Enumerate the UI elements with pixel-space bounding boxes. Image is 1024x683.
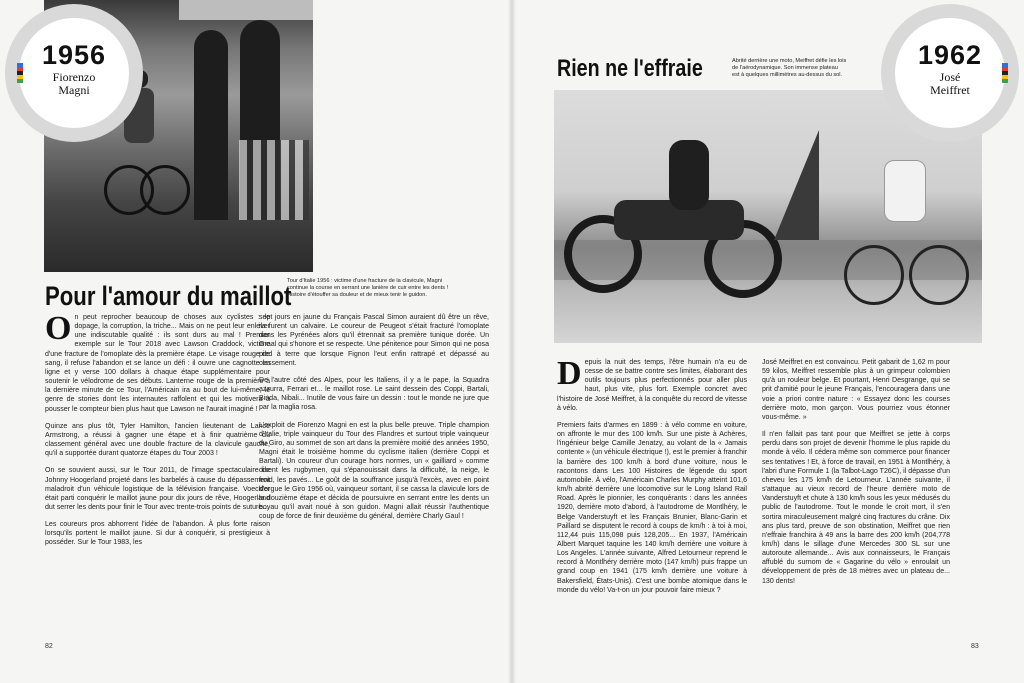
rainbow-stripe-icon [1002,63,1008,83]
spectators [239,140,309,220]
year-badge-1962 [895,18,1005,128]
badge-name-last: Meiffret [930,83,970,97]
year-badge-1956 [19,18,129,128]
badge-name-first: Fiorenzo [52,70,96,84]
page-number: 82 [45,643,53,650]
caption-line: continue la course en serrant une lanière de cuir entre les dents ! [287,285,449,291]
badge-name-last: Magni [58,83,90,97]
column-left-2 [259,313,489,529]
rainbow-stripe-icon [17,63,23,83]
photo-caption [732,58,902,79]
paragraph: L'exploit de Fiorenzo Magni en est la plus belle preuve. Triple champion d'Italie, triple vainqueur du Tour des Flandres et surtout triple vainqueur du Giro, au sommet de son art dans la première moitié des années 1950, Magni était le troisième homme du cyclisme italien (derrière Coppi et Bartali). Un coureur d'un courage hors normes, un « gailliard » comme disent les rugbymen, qui s'épanouissait dans la difficulté, la neige, le froid, les pavés... Le goût de la souffrance jusqu'à l'excès, avec en point d'orgue le Giro 1956 où, vainqueur sortant, il se cassa la clavicule lors de la douzième étape et décida de poursuivre en serrant entre les dents un boyau qu'il avait noué à son guidon. Magni allait réussir l'authentique coup de force de finir deuxième du général, derrière Charly Gaul ! [259,421,489,521]
paragraph: De l'autre côté des Alpes, pour les Italiens, il y a le pape, la Squadra azzurra, Ferrari et... le maillot rose. Le saint dessein des Coppi, Bartali, Binda, Nibali... Inutile de vous faire un dessin : tout le monde ne jure que par la maglia rosa. [259,376,489,412]
bicycle-wheel [909,245,969,305]
paragraph: Les coureurs pros abhorrent l'idée de l'abandon. À plus forte raison lorsqu'ils portent le maillot jaune. Si dur à conquérir, si prestigieux à posséder. Sur le Tour 1983, les [45,521,270,547]
paragraph-text: n peut reprocher beaucoup de choses aux cyclistes : le dopage, la corruption, la triche... Mais on ne peut leur enlever une indiscutable qualité : ils sont durs au mal ! Premier exemple sur le Tour 2018 avec Lawson Craddock, victime d'une fracture de l'omoplate dès la première étape. Le visage rouge de sang, il refuse l'abandon et se lance un défi : il ouvre une cagnotte en ligne et y verse 100 dollars à chaque étape supplémentaire pour soutenir le vélodrome de ses débuts. Lanterne rouge de la première à la dernière minute de ce Tour, l'Américain ira au bout de lui-même, le genre de stories dont les internautes raffolent et qui les motivera à pousser le compteur bien plus haut que Lawson ne l'aurait imaginé ! [45,314,270,413]
article-title: Rien ne l'effraie [557,55,703,82]
caption-line: de l'aérodynamique. Son immense plateau [732,65,838,71]
paragraph [45,310,270,414]
drop-cap: D [557,355,582,392]
caption-line: Histoire d'étouffer sa douleur et de mieux tenir le guidon. [287,292,427,298]
page-number: 83 [971,643,979,650]
bicycle-wheel [844,245,904,305]
column-left-1 [45,310,270,556]
paragraph [557,355,747,413]
badge-name-first: José [939,70,961,84]
paragraph: sept jours en jaune du Français Pascal Simon auraient dû être un rêve, ils furent un calvaire. Le coureur de Peugeot s'était fracturé l'omoplate dans les Pyrénées alors qu'il étrennait sa première tunique dorée. Un Graal qui s'honore et se respecte. Une pénitence pour Simon qui ne posa pied à terre que lorsque Fignon l'eut enfin rattrapé et dépassé au classement. [259,314,489,367]
caption-line: Abrité derrière une moto, Meiffret défie les lois [732,58,847,64]
badge-year: 1962 [917,40,983,70]
building-facade [179,0,313,20]
paragraph-text: epuis la nuit des temps, l'être humain n'a eu de cesse de se battre contre ses limites, élaborant des outils toujours plus perfectionnés pour aller plus haut, plus vite, plus fort. Exemple concret avec l'histoire de José Meiffret, à la conquête du record de vitesse à vélo. [557,359,747,412]
rider [669,140,709,210]
drop-cap: O [45,310,72,347]
book-gutter [508,0,516,683]
meiffret-photo [554,90,982,343]
paragraph: Quinze ans plus tôt, Tyler Hamilton, l'ancien lieutenant de Lance Armstrong, a réussi à gagner une étape et à finir quatrième du classement général avec une double fracture de la clavicule gauche, qu'il a supportée durant quatorze étapes du Tour 2003 ! [45,422,270,458]
photo-caption [287,278,487,299]
arcade-arch [194,30,228,220]
article-title: Pour l'amour du maillot [45,281,292,311]
paragraph: José Meiffret en est convaincu. Petit gabarit de 1,62 m pour 59 kilos, Meiffret ressemble plus à un grimpeur colombien qu'à un rouleur belge. Et pourtant, Henri Desgrange, qui se prit d'amitié pour le jeune Français, l'encouragera dans une voie a priori contre nature : « Essayez donc les courses derrière moto, mon garçon. Vous pourriez vous étonner vous-même. » [762,359,950,421]
windbreak-screen [774,130,819,240]
paragraph: On se souvient aussi, sur le Tour 2011, de l'image spectaculaire de Johnny Hoogerland projeté dans les barbelés à cause du dépassement maladroit d'un véhicule logistique de la télévision française. Voeckler était parti conquérir le maillot jaune pour dix jours de rêve, Hoogerland dut serrer les dents pour finir le Tour avec trente-trois points de suture... [45,467,270,511]
column-right-1 [557,355,747,603]
column-right-2 [762,358,950,594]
paragraph: Premiers faits d'armes en 1899 : à vélo comme en voiture, on affronte le mur des 100 km/h. Sur une piste à Achères, l'ingénieur belge Camille Jenatzy, au volant de la « Jamais contente » (un véhicule électrique !), est le premier à franchir la barrière des 100 km/h à bord d'une voiture, nous le racontons dans Les 100 Histoires de légende du sport automobile. À vélo, l'Américain Charles Murphy atteint 101,6 km/h abrité derrière une locomotive sur le Long Island Rail Road. Après le pionnier, les conquérants : dans les années 1920, derrière moto d'abord, à l'autodrome de Montlhéry, le Belge Vanderstuyft et les Français Brunier, Blanc-Garin et Paillard se disputent le record à coups de km/h : à toi à moi, 112,44 puis 115,098 puis 128,205... En 1937, l'Américain Albert Marquet taquine les 140 km/h derrière une voiture à Los Angeles. L'année suivante, Alfred Letourneur reprend le record à Montlhéry derrière moto (147 km/h) puis frappe un grand coup en 1941 (175 km/h derrière une voiture à Bakersfield, États-Unis). C'est une bombe atomique dans le monde du vélo! Va-t-on un jour pouvoir faire mieux ? [557,421,747,594]
paragraph: Il n'en fallait pas tant pour que Meiffret se jette à corps perdu dans son projet de devenir l'homme le plus rapide du monde à vélo. Il cédera même son commerce pour financer ses tentatives ! Et, à force de travail, en 1951 à Montlhéry, à l'abri d'une Formule 1 (la Talbot-Lago T26C), il dépasse d'un cheveu les 175 km/h de Letourneur. L'année suivante, il s'attaque au vieux record de l'heure derrière moto de Vanderstuyft et chute à 130 km/h sous les yeux médusés du public de l'autodrome. Tout le monde le croit mort, il s'en sortira miraculeusement malgré cinq fractures du crâne. Dix ans plus tard, preuve de son obstination, Meiffret que rien n'effraie franchira à 49 ans la barre des 200 km/h (204,778 km/h) dans le sillage d'une Mercedes 300 SL sur une autoroute allemande... Avis aux connaisseurs, le Français affublé du surnom de « Gagarine du vélo » enroulait un développement de près de 18 mètres avec un plateau de... 130 dents! [762,431,950,585]
badge-year: 1956 [41,40,107,70]
caption-line: est à quelques millimètres au-dessus du sol. [732,72,843,78]
caption-line: Tour d'Italie 1956 : victime d'une fracture de la clavicule, Magni [287,278,443,284]
right-page [512,0,1024,683]
cyclist [884,160,926,222]
